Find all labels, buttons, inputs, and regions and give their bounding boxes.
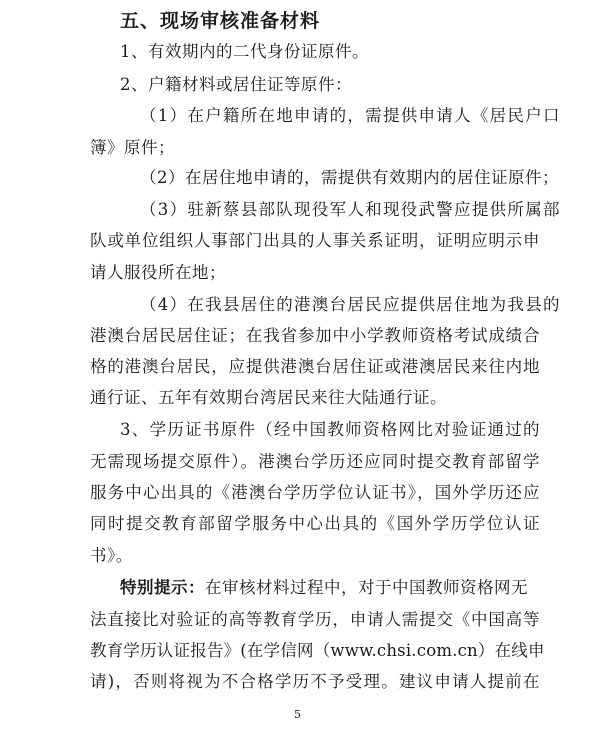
page-number: 5 xyxy=(294,708,301,721)
notice-line-3: 教育学历认证报告》(在学信网（www.chsi.com.cn）在线申 xyxy=(90,641,545,660)
item-3-line-5: 书》。 xyxy=(90,546,133,565)
item-2-1-line-2: 簿》原件； xyxy=(90,138,175,157)
item-2-1-line-1: （1）在户籍所在地申请的，需提供申请人《居民户口 xyxy=(140,106,560,125)
item-3-line-1: 3、学历证书原件（经中国教师资格网比对验证通过的 xyxy=(120,420,540,439)
item-2-3-line-3: 请人服役所在地； xyxy=(90,263,226,282)
notice-text: 在审核材料过程中，对于中国教师资格网无 xyxy=(205,578,528,597)
item-3-line-2: 无需现场提交原件）。港澳台学历还应同时提交教育部留学 xyxy=(90,452,540,471)
item-2-4-line-1: （4）在我县居住的港澳台居民应提供居住地为我县的 xyxy=(140,295,560,314)
item-2-4-line-3: 格的港澳台居民，应提供港澳台居住证或港澳居民来往内地 xyxy=(90,357,540,376)
section-heading: 五、现场审核准备材料 xyxy=(120,10,321,32)
item-2-2-line-1: （2）在居住地申请的，需提供有效期内的居住证原件； xyxy=(140,168,559,187)
item-2-3-line-1: （3）驻新蔡县部队现役军人和现役武警应提供所属部 xyxy=(140,200,560,219)
item-2: 2、户籍材料或居住证等原件： xyxy=(120,75,352,94)
item-3-line-4: 同时提交教育部留学服务中心出具的《国外学历学位认证 xyxy=(90,514,540,533)
item-3-line-3: 服务中心出具的《港澳台学历学位认证书》，国外学历还应 xyxy=(90,483,540,502)
item-2-3-line-2: 队或单位组织人事部门出具的人事关系证明，证明应明示申 xyxy=(90,231,540,250)
notice-label: 特别提示： xyxy=(120,578,205,597)
item-1: 1、有效期内的二代身份证原件。 xyxy=(120,42,369,61)
item-2-4-line-2: 港澳台居民居住证；在我省参加中小学教师资格考试成绩合 xyxy=(90,326,540,345)
item-2-4-line-4: 通行证、五年有效期台湾居民来往大陆通行证。 xyxy=(90,388,447,407)
notice-line-4: 请)，否则将视为不合格学历不予受理。建议申请人提前在 xyxy=(90,672,540,691)
notice-line-1 xyxy=(120,577,528,599)
notice-line-2: 法直接比对验证的高等教育学历，申请人需提交《中国高等 xyxy=(90,610,540,629)
